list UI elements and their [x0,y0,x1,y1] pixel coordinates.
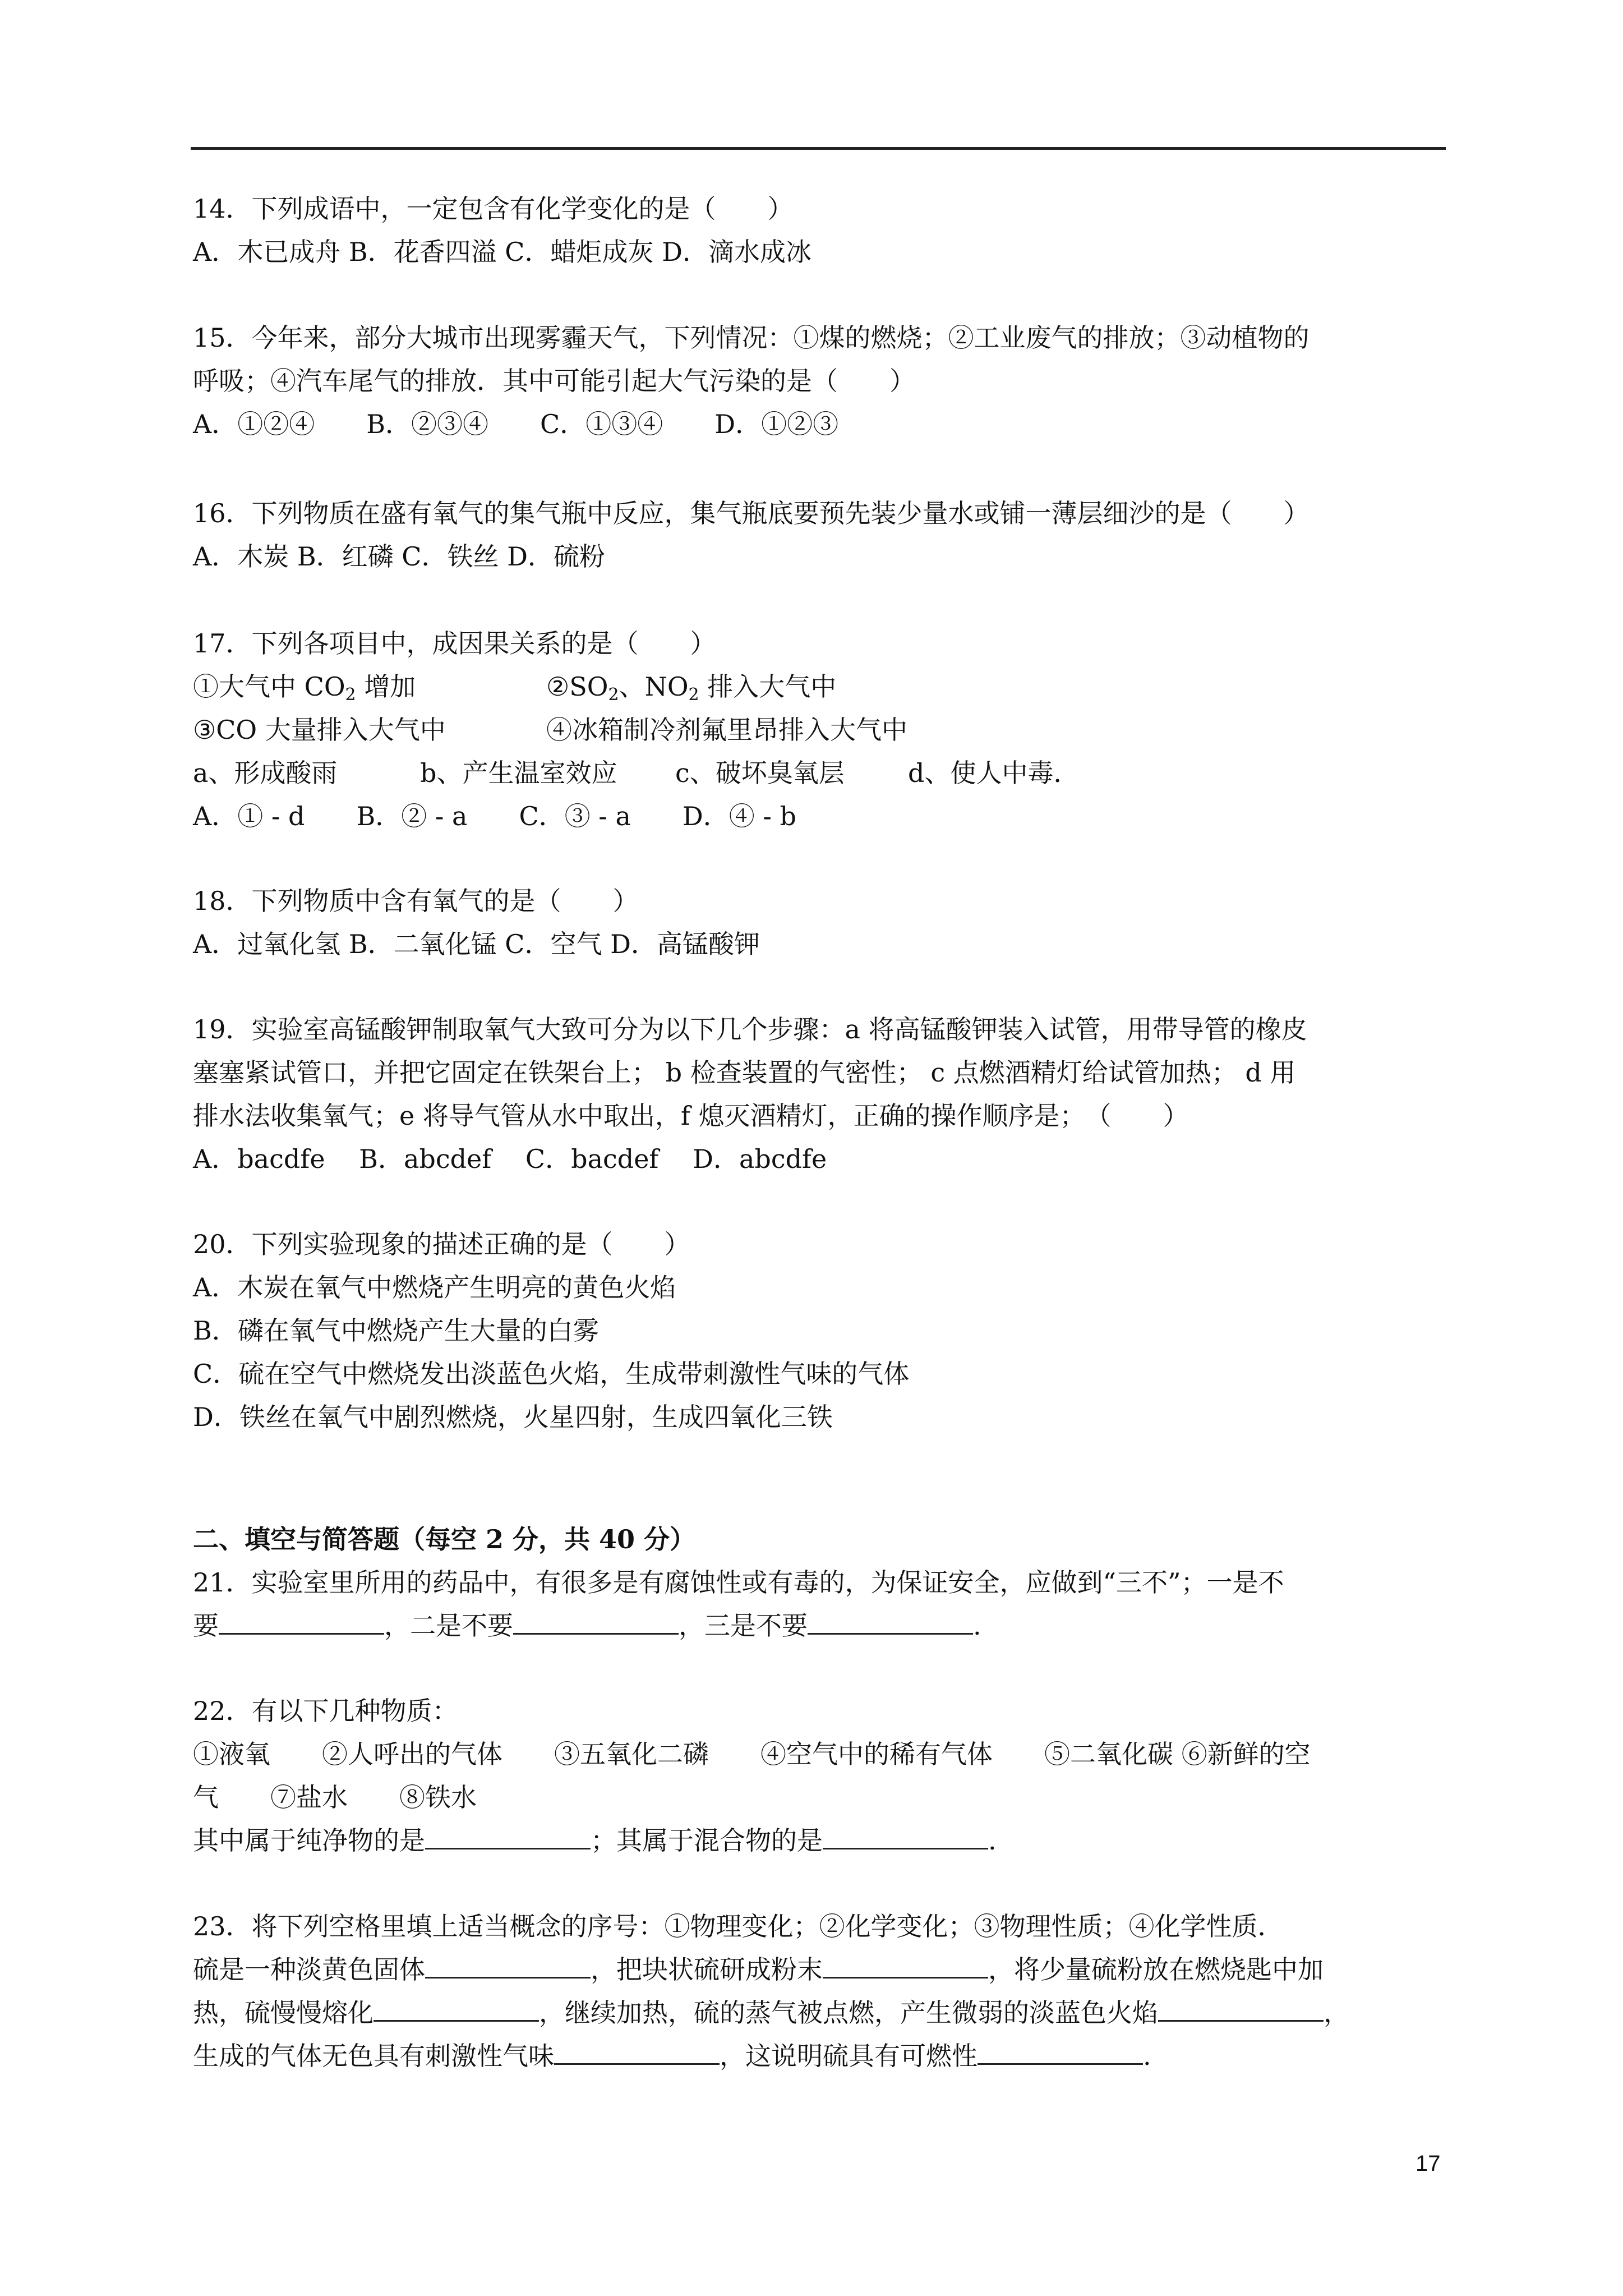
question-21-blanks-line: 要 ，二是不要 ，三是不要 . [193,1604,1449,1648]
question-19-stem-line3: 排水法收集氧气；e 将导气管从水中取出，f 熄灭酒精灯，正确的操作顺序是； （ ） [193,1101,1189,1131]
effect-d: d、使人中毒． [908,758,1080,788]
question-23-line2: 硫是一种淡黄色固体 ，把块状硫研成粉末 ，将少量硫粉放在燃烧匙中加 [193,1948,1449,1991]
question-19-stem-line1: 19．实验室高锰酸钾制取氧气大致可分为以下几个步骤：a 将高锰酸钾装入试管，用带导管的橡皮 [193,1014,1307,1045]
answer-blank[interactable] [978,2035,1143,2065]
question-20-stem: 20．下列实验现象的描述正确的是（ ） [193,1229,690,1259]
cause-item-3: ③CO 大量排入大气中 [193,715,446,745]
answer-blank[interactable] [808,1605,973,1635]
effect-b: b、产生温室效应 [420,758,617,788]
question-16-stem: 16．下列物质在盛有氧气的集气瓶中反应，集气瓶底要预先装少量水或铺一薄层细沙的是（ ） [193,498,1310,528]
answer-blank[interactable] [425,1949,591,1978]
section-2 [193,1518,1449,1648]
question-15-stem-line1: 15．今年来，部分大城市出现雾霾天气，下列情况：①煤的燃烧；②工业废气的排放；③动植物的 [193,323,1310,353]
cause-item-2: $②SO_2$、$NO_2$ 排入大气中 [546,671,837,705]
question-23-line4: 生成的气体无色具有刺激性气味 ，这说明硫具有可燃性 . [193,2035,1449,2078]
page-number: 17 [1415,2151,1441,2176]
question-18-stem: 18．下列物质中含有氧气的是（ ） [193,886,639,916]
question-21-stem: 21．实验室里所用的药品中，有很多是有腐蚀性或有毒的，为保证安全，应做到“三不”；一是不 [193,1567,1284,1598]
question-16-options: A．木炭 B．红磷 C．铁丝 D．硫粉 [193,541,605,572]
question-14-stem: 14．下列成语中，一定包含有化学变化的是（ ） [193,194,794,224]
question-17-causes-row1 [193,665,1449,708]
question-20-option-d: D．铁丝在氧气中剧烈燃烧，火星四射，生成四氧化三铁 [193,1402,833,1432]
question-22 [193,1690,1449,1862]
question-14-options: A．木已成舟 B．花香四溢 C．蜡炬成灰 D．滴水成冰 [193,237,811,267]
effect-a: a、形成酸雨 [193,758,338,788]
question-20-option-c: C．硫在空气中燃烧发出淡蓝色火焰，生成带刺激性气味的气体 [193,1359,910,1389]
answer-blank[interactable] [1158,1992,1324,2022]
question-23-stem: 23．将下列空格里填上适当概念的序号：①物理变化；②化学变化；③物理性质；④化学性质． [193,1911,1284,1941]
question-23 [193,1905,1449,2078]
question-17-stem: 17．下列各项目中，成因果关系的是（ ） [193,628,716,659]
question-17-causes-row2 [193,708,1449,752]
question-22-stem: 22．有以下几种物质： [193,1696,458,1726]
question-17 [193,622,1449,838]
question-19-options: A．bacdfe B．abcdef C．bacdef D．abcdfe [193,1144,827,1174]
question-18-options: A．过氧化氢 B．二氧化锰 C．空气 D．高锰酸钾 [193,929,760,959]
answer-blank[interactable] [219,1605,384,1635]
answer-blank[interactable] [823,1820,988,1849]
question-18 [193,880,1449,966]
question-22-substances-line1: ①液氧 ②人呼出的气体 ③五氧化二磷 ④空气中的稀有气体 ⑤二氧化碳 ⑥新鲜的空 [193,1739,1311,1769]
question-15-stem-line2: 呼吸；④汽车尾气的排放．其中可能引起大气污染的是（ ） [193,366,915,396]
question-14 [193,187,1449,274]
question-16 [193,492,1449,578]
effect-c: c、破坏臭氧层 [675,758,845,788]
answer-blank[interactable] [513,1605,679,1635]
section-2-heading: 二、填空与简答题（每空 2 分，共 40 分） [193,1524,696,1554]
cause-item-4: ④冰箱制冷剂氟里昂排入大气中 [546,715,907,745]
question-20-option-a: A．木炭在氧气中燃烧产生明亮的黄色火焰 [193,1272,676,1303]
question-20-option-b: B．磷在氧气中燃烧产生大量的白雾 [193,1315,599,1346]
answer-blank[interactable] [374,1992,539,2022]
question-23-line3: 热，硫慢慢熔化 ，继续加热，硫的蒸气被点燃，产生微弱的淡蓝色火焰 ， [193,1991,1449,2035]
answer-blank[interactable] [823,1949,988,1978]
question-17-effects-row [193,752,1449,795]
question-19-stem-line2: 塞塞紧试管口，并把它固定在铁架台上； b 检查装置的气密性； c 点燃酒精灯给试管加热； d 用 [193,1057,1296,1088]
question-19 [193,1008,1449,1181]
question-22-blanks-line: 其中属于纯净物的是 ；其属于混合物的是 . [193,1819,1449,1862]
question-17-options: A．① - d B．② - a C．③ - a D．④ - b [193,801,796,831]
header-rule [191,147,1446,150]
question-22-substances-line2: 气 ⑦盐水 ⑧铁水 [193,1782,477,1812]
question-15 [193,316,1449,446]
answer-blank[interactable] [554,2035,720,2065]
question-15-options: A．①②④ B．②③④ C．①③④ D．①②③ [193,409,839,439]
cause-item-1: ①大气中 $CO_2$ 增加 [193,671,416,705]
question-20 [193,1223,1449,1439]
answer-blank[interactable] [425,1820,591,1849]
